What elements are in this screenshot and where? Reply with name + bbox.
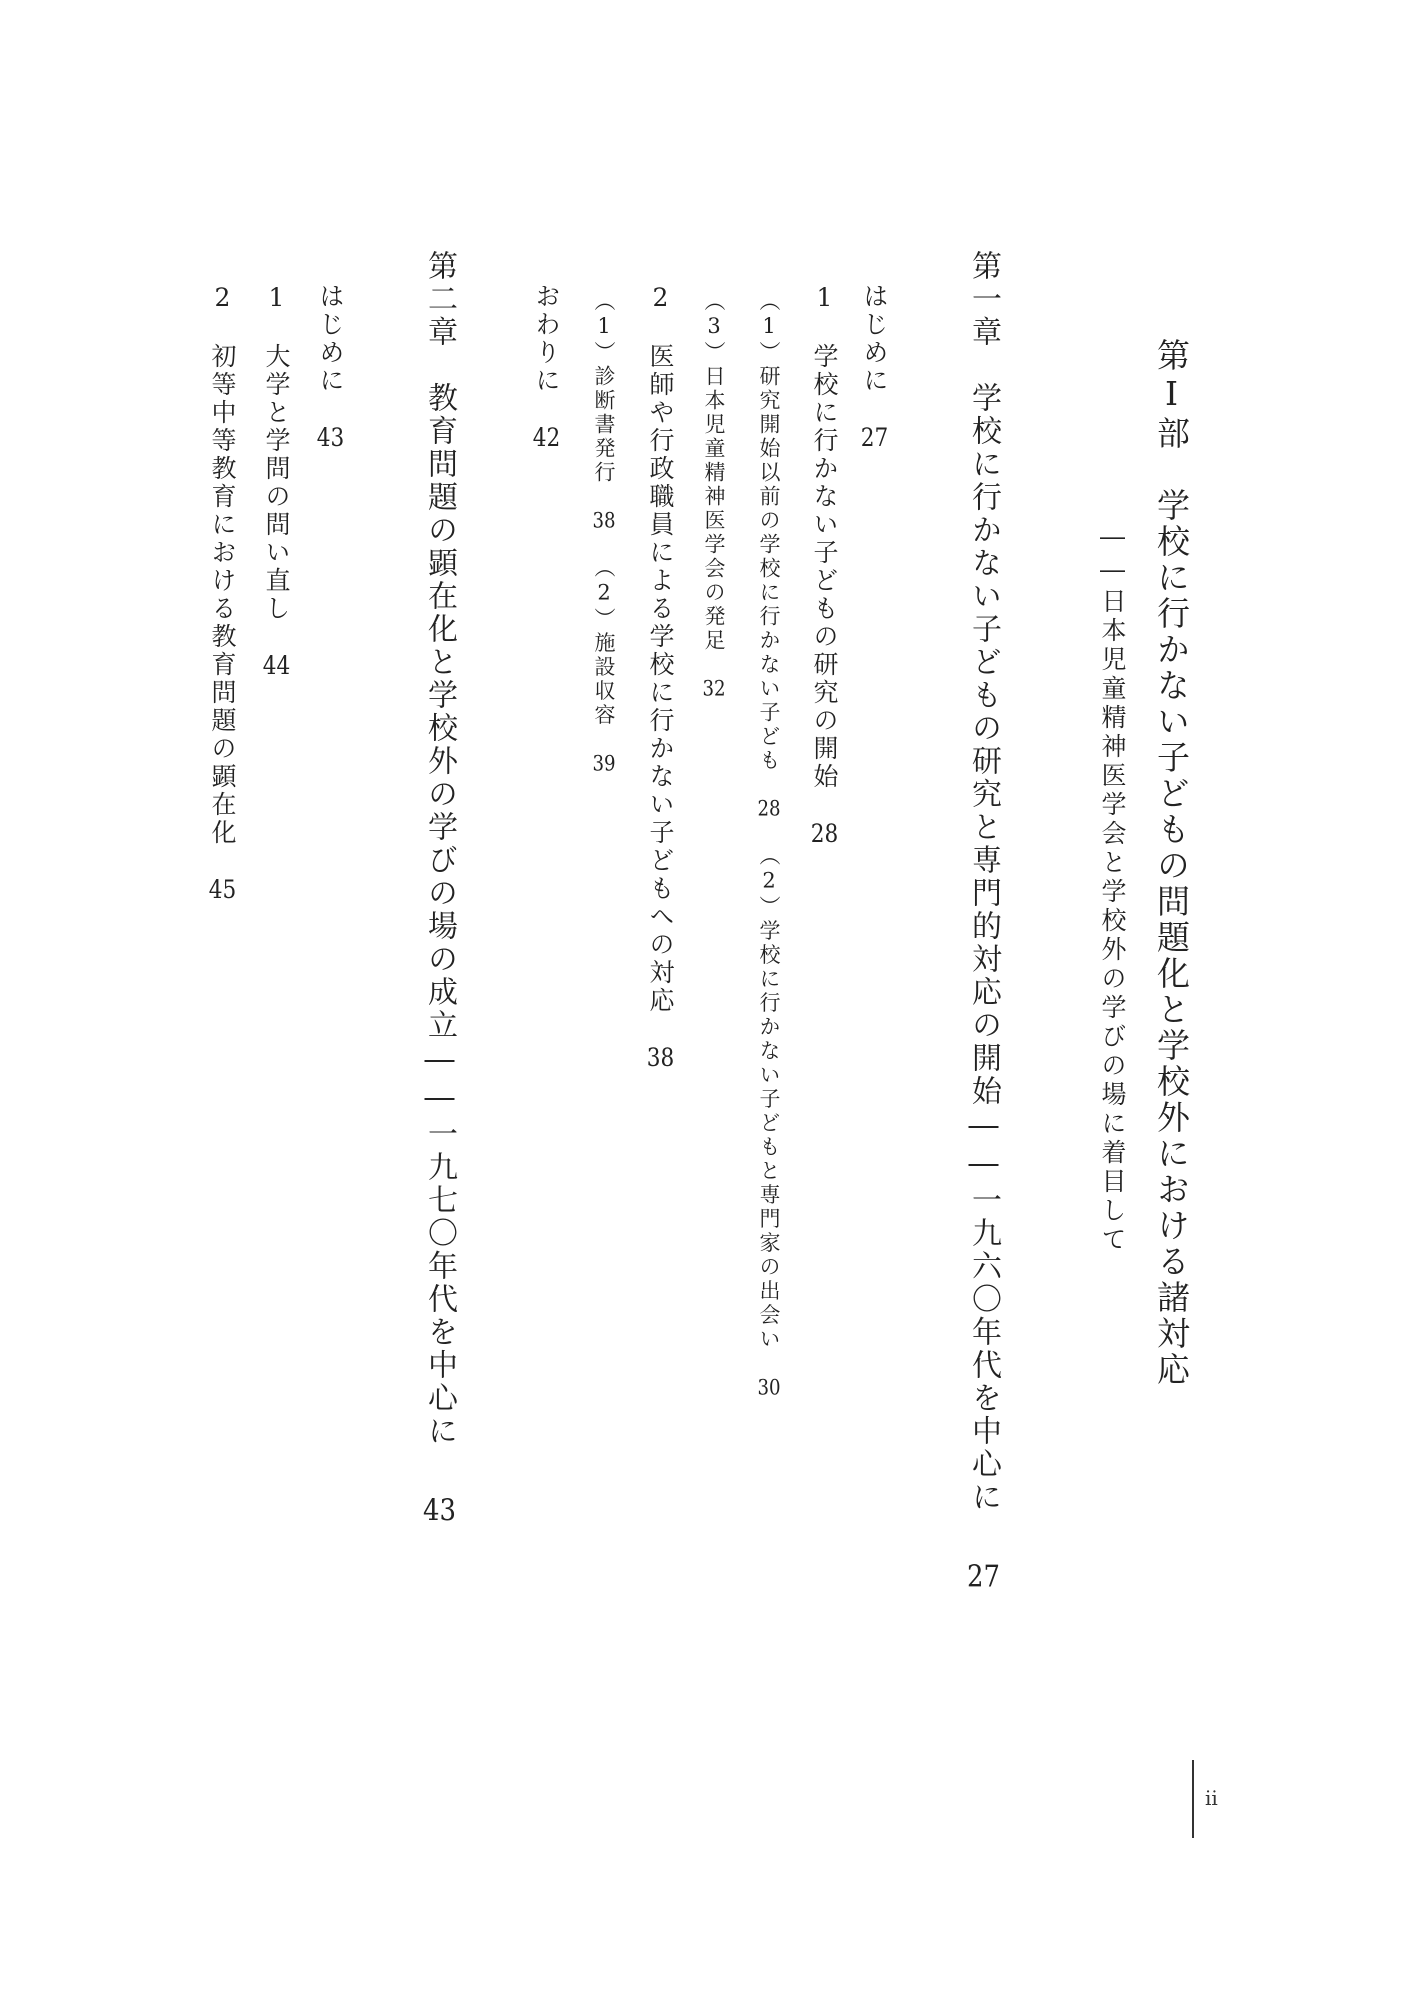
chapter1-subsections-1-2 bbox=[758, 290, 779, 1398]
chapter1-sub1-page: 28 bbox=[757, 798, 781, 820]
chapter2-heading bbox=[422, 250, 457, 1526]
chapter1-section2-page: 38 bbox=[646, 1045, 675, 1070]
chapter2-heading-text: 第二章 教育問題の顕在化と学校外の学びの場の成立――一九七〇年代を中心に bbox=[422, 250, 457, 1448]
chapter1-section2-subsections bbox=[593, 290, 614, 774]
chapter1-sub3-page: 32 bbox=[702, 678, 726, 700]
part-subtitle-text: ――日本児童精神医学会と学校外の学びの場に着目して bbox=[1098, 522, 1127, 1255]
chapter1-s2-sub1-page: 38 bbox=[592, 510, 616, 532]
chapter1-outro-label: おわりに bbox=[532, 283, 561, 395]
chapter1-heading-text: 第一章 学校に行かない子どもの研究と専門的対応の開始――一九六〇年代を中心に bbox=[966, 250, 1001, 1514]
chapter2-page: 43 bbox=[423, 1496, 456, 1526]
chapter1-section1 bbox=[812, 283, 837, 846]
chapter2-section2 bbox=[210, 283, 235, 902]
chapter1-sub3-label: （3）日本児童精神医学会の発足 bbox=[702, 290, 726, 653]
chapter1-s2-sub1-label: （1）診断書発行 bbox=[592, 290, 616, 485]
chapter2-section2-page: 45 bbox=[208, 877, 237, 902]
chapter1-outro-page: 42 bbox=[532, 425, 561, 450]
chapter1-section1-label: 1 学校に行かない子どもの研究の開始 bbox=[810, 283, 839, 791]
chapter1-intro-page: 27 bbox=[860, 425, 889, 450]
folio-rule bbox=[1192, 1760, 1194, 1838]
chapter1-section2 bbox=[648, 283, 673, 1070]
chapter1-subsection3 bbox=[703, 290, 724, 699]
chapter1-sub1-label: （1）研究開始以前の学校に行かない子ども bbox=[757, 290, 781, 773]
chapter1-heading bbox=[966, 250, 1001, 1592]
chapter1-sub2-label: （2）学校に行かない子どもと専門家の出会い bbox=[757, 844, 781, 1352]
chapter1-page: 27 bbox=[967, 1562, 1000, 1592]
chapter1-outro bbox=[534, 283, 559, 450]
chapter1-intro bbox=[862, 283, 887, 450]
chapter2-intro-page: 43 bbox=[316, 425, 345, 450]
chapter2-section1-label: 1 大学と学問の問い直し bbox=[262, 283, 291, 623]
chapter1-s2-sub2-label: （2）施設収容 bbox=[592, 556, 616, 728]
chapter2-section1 bbox=[264, 283, 289, 678]
part-subtitle bbox=[1100, 522, 1125, 1255]
chapter1-s2-sub2-page: 39 bbox=[592, 752, 616, 774]
chapter1-section2-label: 2 医師や行政職員による学校に行かない子どもへの対応 bbox=[646, 283, 675, 1015]
chapter2-intro-label: はじめに bbox=[316, 283, 345, 395]
chapter1-sub2-page: 30 bbox=[757, 1376, 781, 1398]
chapter2-intro bbox=[318, 283, 343, 450]
chapter1-section1-page: 28 bbox=[810, 821, 839, 846]
part-title-text: 第Ⅰ部 学校に行かない子どもの問題化と学校外における諸対応 bbox=[1152, 338, 1191, 1388]
chapter2-section2-label: 2 初等中等教育における教育問題の顕在化 bbox=[208, 283, 237, 847]
folio: ii bbox=[1205, 1786, 1218, 1810]
chapter1-intro-label: はじめに bbox=[860, 283, 889, 395]
chapter2-section1-page: 44 bbox=[262, 653, 291, 678]
part-title bbox=[1152, 338, 1191, 1388]
